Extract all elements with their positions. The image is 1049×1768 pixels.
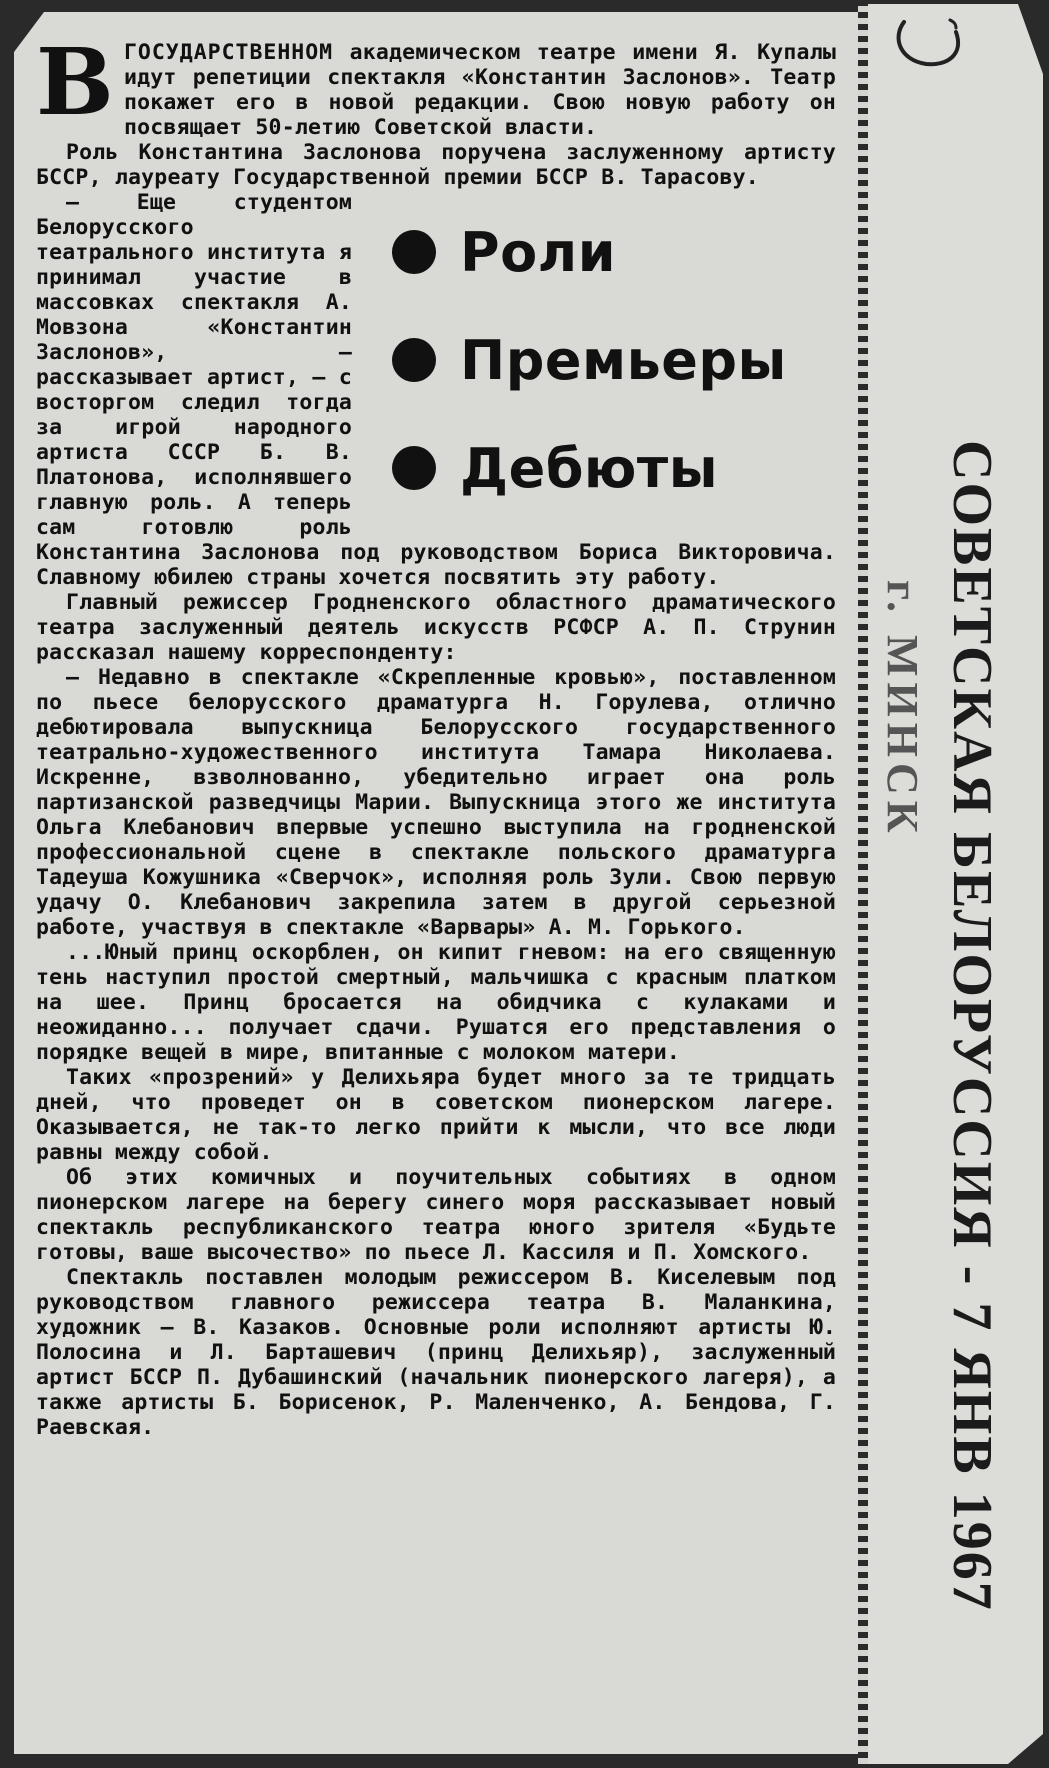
pencil-mark-icon [890, 14, 980, 74]
rubric-heading: Роли [460, 220, 617, 284]
bullet-icon [392, 446, 436, 490]
stamp-source-date: СОВЕТСКАЯ БЕЛОРУССИЯ - 7 ЯНВ 1967 [941, 440, 1003, 1612]
paragraph: — Еще студентом Белорусского театрального института я принимал участие в массовках спектакля А. Мовзона «Константин Заслонов», — рассказывает артист, — с восторгом следил тогда за игрой народного артиста СССР Б. В. Платонова, исполнявшего главную роль. А теперь сам готовлю роль Константина Заслонова под руководством Бориса Викторовича. Славному юбилею страны хочется посвятить эту работу. [36, 190, 836, 590]
drop-cap: В [36, 28, 114, 136]
paragraph: ...Юный принц оскорблен, он кипит гневом: на его священную тень наступил простой смертный, мальчишка с красным платком на шее. Принц бросается на обидчика с кулаками и неожиданно... получает сдачи. Рушатся его представления о порядке вещей в мире, впитанные с молоком матери. [36, 940, 836, 1065]
rubric-heading: Премьеры [460, 328, 787, 392]
article-body [36, 28, 836, 1440]
rubric-item [366, 306, 836, 414]
paragraph: Главный режиссер Гродненского областного драматического театра заслуженный деятель искусств РСФСР А. П. Струнин рассказал нашему корреспонденту: [36, 590, 836, 665]
paragraph: Об этих комичных и поучительных событиях в одном пионерском лагере на берегу синего моря рассказывает новый спектакль республиканского театра юного зрителя «Будьте готовы, ваше высочество» по пьесе Л. Кассиля и П. Хомского. [36, 1165, 836, 1265]
rubric-box [366, 198, 836, 528]
paragraph: — Недавно в спектакле «Скрепленные кровью», поставленном по пьесе белорусского драматурга Н. Горулева, отлично дебютировала выпускница Белорусского государственного театрально-художественного института Тамара Николаева. Искренне, взволнованно, убедительно играет она роль партизанской разведчицы Марии. Выпускница этого же института Ольга Клебанович впервые успешно выступила на гродненской профессиональной сцене в спектакле польского драматурга Тадеуша Кожушника «Сверчок», исполняя роль Зули. Свою первую удачу О. Клебанович закрепила затем в другой серьезной работе, участвуя в спектакле «Варвары» А. М. Горького. [36, 665, 836, 940]
bullet-icon [392, 338, 436, 382]
rubric-heading: Дебюты [460, 436, 719, 500]
newspaper-stamp [878, 440, 1020, 1612]
paragraph: ГОСУДАРСТВЕННОМ академическом театре имени Я. Купалы идут репетиции спектакля «Константин Заслонов». Театр покажет его в новой редакции. Свою новую работу он посвящает 50-летию Советской власти. [123, 40, 836, 140]
paragraph: Роль Константина Заслонова поручена заслуженному артисту БССР, лауреату Государственной премии БССР В. Тарасову. [36, 140, 836, 190]
rubric-item [366, 198, 836, 306]
paragraph: Таких «прозрений» у Делихьяра будет много за те тридцать дней, что проведет он в советском пионерском лагере. Оказывается, не так-то легко прийти к мысли, что все люди равны между собой. [36, 1065, 836, 1165]
rubric-item [366, 414, 836, 522]
stamp-city: г. МИНСК [878, 580, 927, 839]
bullet-icon [392, 230, 436, 274]
lead-word: ГОСУДАРСТВЕННОМ [123, 40, 334, 65]
paragraph: Спектакль поставлен молодым режиссером В. Киселевым под руководством главного режиссера театра В. Маланкина, художник — В. Казаков. Основные роли исполняют артисты Ю. Полосина и Л. Барташевич (принц Делихьяр), заслуженный артист БССР П. Дубашинский (начальник пионерского лагеря), а также артисты Б. Борисенок, Р. Маленченко, А. Бендова, Г. Раевская. [36, 1265, 836, 1440]
